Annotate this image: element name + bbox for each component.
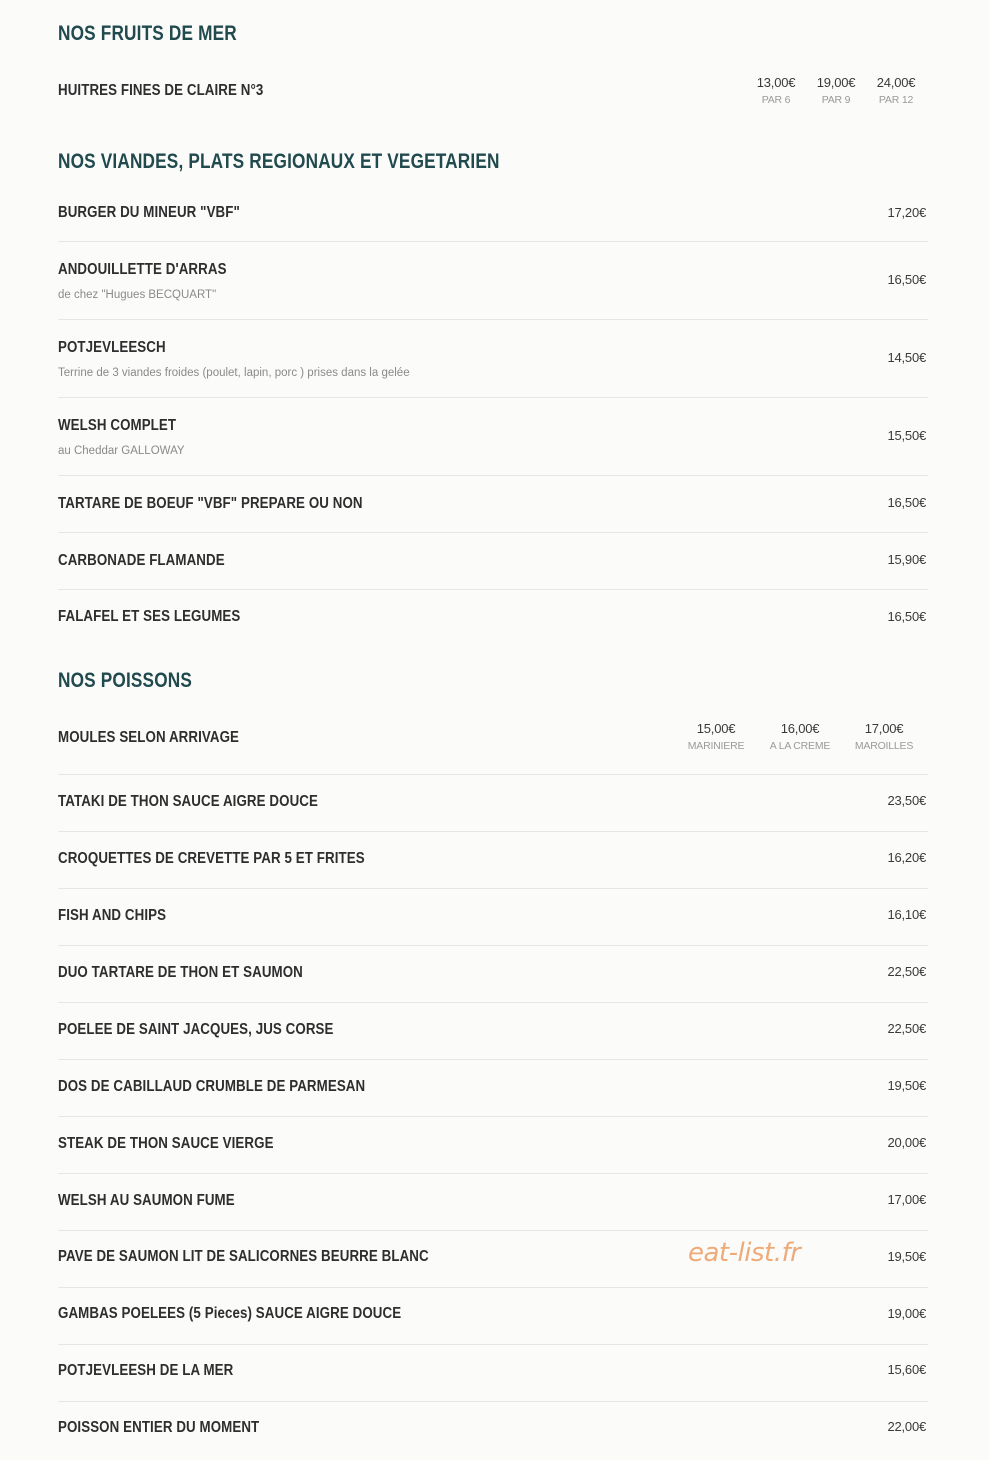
item-name: DOS DE CABILLAUD CRUMBLE DE PARMESAN [58, 1078, 366, 1095]
item-price: 15,90€ [887, 552, 926, 567]
item-name: BURGER DU MINEUR "VBF" [58, 204, 240, 221]
item-name: TARTARE DE BOEUF "VBF" PREPARE OU NON [58, 495, 363, 512]
menu-item [58, 946, 928, 1003]
item-name: ANDOUILLETTE D'ARRAS [58, 261, 227, 278]
menu-item [58, 775, 928, 832]
item-price: 14,50€ [887, 350, 926, 365]
price-option [746, 75, 806, 106]
item-price: 22,50€ [887, 964, 926, 979]
menu-item [58, 590, 928, 640]
item-name: POISSON ENTIER DU MOMENT [58, 1419, 260, 1436]
item-name: WELSH AU SAUMON FUME [58, 1192, 235, 1209]
item-name: FISH AND CHIPS [58, 907, 167, 924]
menu-item-huitres [58, 72, 928, 112]
item-description: Terrine de 3 viandes froides (poulet, lapin, porc ) prises dans la gelée [58, 367, 410, 379]
item-name: TATAKI DE THON SAUCE AIGRE DOUCE [58, 793, 318, 810]
section-title-poissons: NOS POISSONS [58, 669, 193, 692]
price-label: PAR 9 [821, 94, 851, 106]
section-title-viandes: NOS VIANDES, PLATS REGIONAUX ET VEGETARIEN [58, 150, 500, 173]
price-label: PAR 6 [761, 94, 791, 106]
price-value: 19,00€ [816, 75, 856, 90]
item-name: POTJEVLEESH DE LA MER [58, 1362, 234, 1379]
item-price: 20,00€ [887, 1135, 926, 1150]
item-price: 16,50€ [887, 272, 926, 287]
price-value: 24,00€ [876, 75, 916, 90]
price-label: A LA CREME [769, 740, 831, 752]
item-name: CROQUETTES DE CREVETTE PAR 5 ET FRITES [58, 850, 365, 867]
item-price: 16,10€ [887, 907, 926, 922]
item-name: FALAFEL ET SES LEGUMES [58, 608, 241, 625]
watermark-logo: eat-list.fr [688, 1238, 801, 1268]
item-name: POTJEVLEESCH [58, 339, 166, 356]
price-value: 13,00€ [756, 75, 796, 90]
price-option [674, 721, 758, 752]
menu-item [58, 1174, 928, 1231]
item-price: 16,20€ [887, 850, 926, 865]
menu-item [58, 889, 928, 946]
item-description: au Cheddar GALLOWAY [58, 445, 185, 457]
item-price: 16,50€ [887, 495, 926, 510]
item-name: STEAK DE THON SAUCE VIERGE [58, 1135, 274, 1152]
item-name: MOULES SELON ARRIVAGE [58, 729, 240, 746]
price-options [674, 721, 926, 752]
item-price: 22,50€ [887, 1021, 926, 1036]
item-price: 19,00€ [887, 1306, 926, 1321]
item-name: POELEE DE SAINT JACQUES, JUS CORSE [58, 1021, 334, 1038]
price-value: 16,00€ [780, 721, 820, 736]
price-option [842, 721, 926, 752]
item-name: CARBONADE FLAMANDE [58, 552, 225, 569]
menu-item [58, 533, 928, 590]
price-label: MAROILLES [854, 740, 914, 752]
price-value: 17,00€ [864, 721, 904, 736]
item-name: HUITRES FINES DE CLAIRE N°3 [58, 82, 264, 99]
price-option [758, 721, 842, 752]
item-name: GAMBAS POELEES (5 Pieces) SAUCE AIGRE DOUCE [58, 1305, 402, 1322]
menu-item [58, 194, 928, 242]
item-name: DUO TARTARE DE THON ET SAUMON [58, 964, 303, 981]
item-name: WELSH COMPLET [58, 417, 177, 434]
menu-item-moules [58, 712, 928, 775]
price-value: 15,00€ [696, 721, 736, 736]
menu-item [58, 320, 928, 398]
menu-item [58, 1003, 928, 1060]
section-title-fruits-de-mer: NOS FRUITS DE MER [58, 22, 237, 45]
menu-item [58, 242, 928, 320]
menu-item [58, 1060, 928, 1117]
price-label: MARINIERE [687, 740, 745, 752]
item-price: 15,50€ [887, 428, 926, 443]
item-price: 19,50€ [887, 1249, 926, 1264]
item-price: 23,50€ [887, 793, 926, 808]
price-options [746, 75, 926, 106]
menu-item [58, 1402, 928, 1452]
menu-item [58, 1117, 928, 1174]
item-description: de chez "Hugues BECQUART" [58, 289, 217, 301]
item-price: 19,50€ [887, 1078, 926, 1093]
menu-item [58, 832, 928, 889]
item-price: 22,00€ [887, 1419, 926, 1434]
item-price: 15,60€ [887, 1362, 926, 1377]
price-label: PAR 12 [878, 94, 914, 106]
menu-item [58, 1288, 928, 1345]
item-name: PAVE DE SAUMON LIT DE SALICORNES BEURRE BLANC [58, 1248, 429, 1265]
menu-item [58, 476, 928, 533]
menu-item [58, 1345, 928, 1402]
item-price: 17,00€ [887, 1192, 926, 1207]
price-option [866, 75, 926, 106]
item-price: 16,50€ [887, 609, 926, 624]
menu-item [58, 398, 928, 476]
price-option [806, 75, 866, 106]
item-price: 17,20€ [887, 205, 926, 220]
